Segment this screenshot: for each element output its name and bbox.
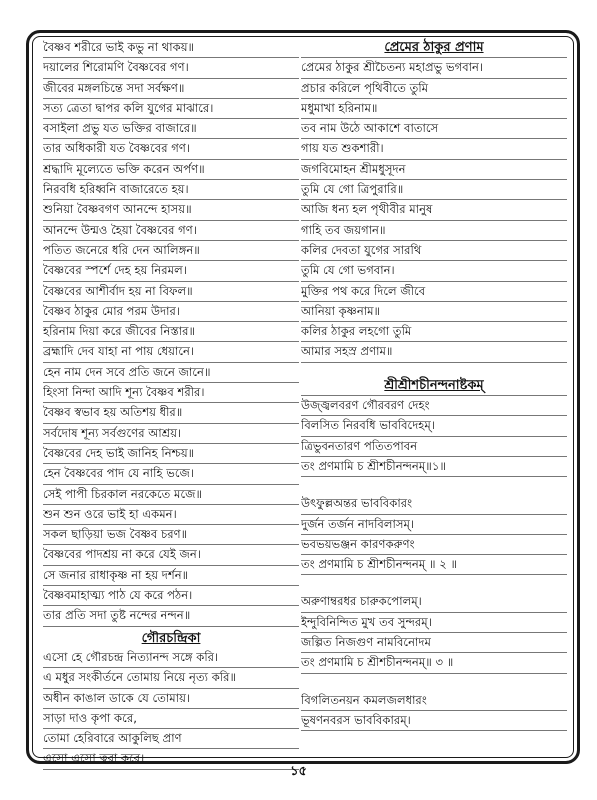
premer-thakur-lines (301, 58, 567, 362)
text-line: কলির ঠাকুর লহগো তুমি (301, 322, 567, 342)
text-line: তং প্রণমামি চ শ্রীশচীনন্দনম্॥১॥ (301, 457, 567, 477)
text-line: শুন শুন ওরে ভাই হা একমন। (43, 505, 299, 525)
text-line: অরুণাম্বরধর চারুকপোলম্। (301, 592, 567, 612)
text-line: তুমি যে গো ত্রিপুরারি॥ (301, 180, 567, 200)
text-line: প্রচার করিলে পৃথিবীতে তুমি (301, 79, 567, 99)
text-line: আনিয়া কৃষ্ণনাম॥ (301, 302, 567, 322)
text-line: তুমি যে গো ভগবান। (301, 261, 567, 281)
text-line: বৈষ্ণব স্বভাব হয় অতিশয় ধীর॥ (43, 403, 299, 423)
text-line: বৈষ্ণব শরীরে ভাই কভু না থাকয়॥ (43, 38, 299, 58)
text-line: এসো হে গৌরচন্দ্র নিত্যানন্দ সঙ্গে করি। (43, 648, 299, 668)
text-line: শ্রদ্ধাদি মূল্যেতে ভক্তি করেন অর্পণ॥ (43, 160, 299, 180)
text-line: মুক্তির পথ করে দিলে জীবে (301, 282, 567, 302)
text-line: ভবভয়ভঞ্জন কারণকরুণং (301, 535, 567, 555)
right-column (301, 38, 567, 731)
text-line: সাড়া দাও কৃপা করে, (43, 709, 299, 729)
text-line: অধীন কাঙাল ডাকে যে তোমায়। (43, 689, 299, 709)
text-line: হিংসা নিন্দা আদি শূন্য বৈষ্ণব শরীর। (43, 383, 299, 403)
gaurachandrika-heading: গৌরচন্দ্রিকা (141, 630, 201, 646)
ashtakam-verse-2 (301, 494, 567, 575)
premer-thakur-heading: প্রেমের ঠাকুর প্রণাম (301, 38, 567, 58)
text-line: বিলসিত নিরবধি ভাববিদেহম্। (301, 416, 567, 436)
text-line: আমার সহস্র প্রণাম॥ (301, 342, 567, 362)
left-column (43, 38, 299, 770)
text-line: তোমা হেরিবারে আকুলিছ প্রাণ (43, 729, 299, 749)
ashtakam-heading: শ্রীশ্রীশচীনন্দনাষ্টকম্ (301, 376, 567, 396)
text-line: ভূষণনবরস ভাববিকারম্। (301, 711, 567, 731)
page-number: ১৫ (290, 764, 307, 779)
text-line: পতিত জনেরে ধরি দেন আলিঙ্গন॥ (43, 241, 299, 261)
text-line: তং প্রণমামি চ শ্রীশচীনন্দনম্॥ ৩ ॥ (301, 653, 567, 673)
text-line: হরিনাম দিয়া করে জীবের নিস্তার॥ (43, 322, 299, 342)
text-line: সেই পাপী চিরকাল নরকেতে মজে॥ (43, 485, 299, 505)
text-line: জগবিমোহন শ্রীমধুসূদন (301, 160, 567, 180)
text-line: এসো এসো ত্বরা করে। (43, 749, 299, 769)
text-line: তব নাম উঠে আকাশে বাতাসে (301, 119, 567, 139)
text-line: সর্বদোষ শূন্য সর্বগুণের আশ্রয়। (43, 424, 299, 444)
text-line: হেন বৈষ্ণবের পাদ যে নাহি ভজে। (43, 464, 299, 484)
text-line: শুনিয়া বৈষ্ণবগণ আনন্দে হাসয়॥ (43, 200, 299, 220)
text-line: বৈষ্ণবমাহাত্ম্য পাঠ যে করে পঠন। (43, 586, 299, 606)
text-line: ত্রিভুবনতারণ পতিতপাবন (301, 437, 567, 457)
ashtakam-verse-1 (301, 396, 567, 477)
text-line: সকল ছাড়িয়া ভজ বৈষ্ণব চরণ॥ (43, 525, 299, 545)
text-line: বৈষ্ণবের আশীর্বাদ হয় না বিফল॥ (43, 282, 299, 302)
text-line: জল্পিত নিজগুণ নামবিনোদম (301, 633, 567, 653)
text-line: তং প্রণমামি চ শ্রীশচীনন্দনম্ ॥ ২ ॥ (301, 555, 567, 575)
text-line: দুর্জন তর্জন নাদবিলাসম্। (301, 515, 567, 535)
text-line: উৎফুল্লঅন্তর ভাববিকারং (301, 494, 567, 514)
text-line: বৈষ্ণবের স্পর্শে দেহ হয় নিরমল। (43, 261, 299, 281)
text-line: বসাইলা প্রভু যত ভক্তির বাজারে॥ (43, 119, 299, 139)
text-line: সত্য ত্রেতা দ্বাপর কলি যুগের মাঝারে। (43, 99, 299, 119)
ashtakam-verse-3 (301, 592, 567, 673)
text-line: নিরবধি হরিধ্বনি বাজারেতে হয়। (43, 180, 299, 200)
text-line: গাহি তব জয়গান॥ (301, 221, 567, 241)
text-line: হেন নাম দেন সবে প্রতি জনে জানে॥ (43, 363, 299, 383)
text-line: জীবের মঙ্গলচিন্তে সদা সর্বক্ষণ॥ (43, 79, 299, 99)
text-line: বিগলিতনয়ন কমলজলধারং (301, 691, 567, 711)
text-line: আনন্দে উন্মও হৈয়া বৈষ্ণবের গণ। (43, 221, 299, 241)
text-line: ইন্দুবিনিন্দিত মুখ তব সুন্দরম্। (301, 613, 567, 633)
text-line: তার অধিকারী যত বৈষ্ণবের গণ। (43, 139, 299, 159)
vaishnava-mahatmya-lines (43, 38, 299, 627)
text-line: বৈষ্ণব ঠাকুর মোর পরম উদার। (43, 302, 299, 322)
text-line: মধুমাখা হরিনাম॥ (301, 99, 567, 119)
text-line: প্রেমের ঠাকুর শ্রীচৈতন্য মহাপ্রভু ভগবান। (301, 58, 567, 78)
gaurachandrika-lines (43, 648, 299, 770)
text-line: দয়ালের শিরোমণি বৈষ্ণবের গণ। (43, 58, 299, 78)
text-line: তার প্রতি সদা তুষ্ট নন্দের নন্দন॥ (43, 606, 299, 626)
text-line: গায় যত শুকশারী। (301, 139, 567, 159)
text-line: কলির দেবতা যুগের সারথি (301, 241, 567, 261)
text-line: আজি ধন্য হল পৃথীবীর মানুষ (301, 200, 567, 220)
text-line: বৈষ্ণবের দেহ ভাই জানিহ নিশ্চয়॥ (43, 444, 299, 464)
text-line: সে জনার রাধাকৃষ্ণ না হয় দর্শন॥ (43, 566, 299, 586)
text-line: বৈষ্ণবের পাদশ্রয় না করে যেই জন। (43, 545, 299, 565)
text-line: এ মধুর সংকীর্তনে তোমায় নিয়ে নৃত্য করি॥ (43, 668, 299, 688)
text-line: ব্রহ্মাদি দেব যাহা না পায় ধেয়ানে। (43, 342, 299, 362)
ashtakam-verse-4 (301, 691, 567, 732)
text-line: উজ্জ্বলবরণ গৌরবরণ দেহং (301, 396, 567, 416)
